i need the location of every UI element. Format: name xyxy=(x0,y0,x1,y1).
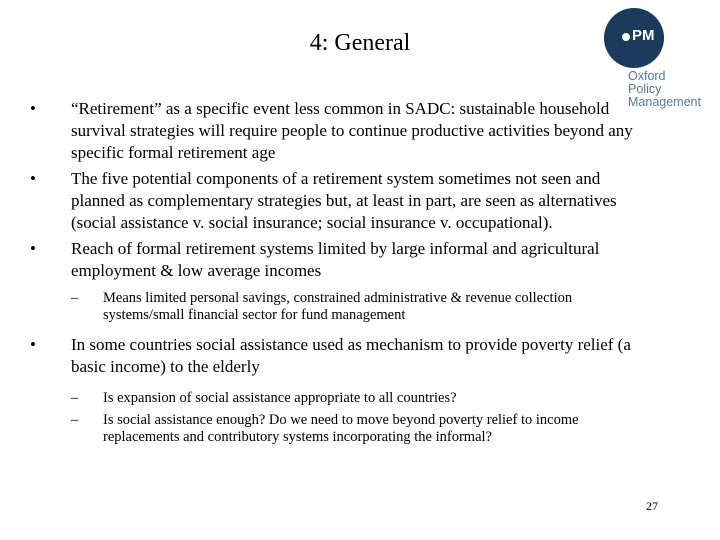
bullet-dot-icon: • xyxy=(30,335,36,354)
sub-bullet-dash-icon: – xyxy=(71,390,79,406)
sub-bullet-item xyxy=(30,412,642,446)
slide-title: 4: General xyxy=(309,30,411,56)
sub-bullet-dash-icon: – xyxy=(71,290,79,306)
bullet-dot-icon: • xyxy=(30,239,36,258)
logo-mark: PM xyxy=(632,27,655,44)
logo-line-management: Management xyxy=(628,95,701,109)
bullet-text: Reach of formal retirement systems limited by large informal and agricultural employment & low average incomes xyxy=(71,239,600,280)
bullet-dot-icon: • xyxy=(30,169,36,188)
bullet-item xyxy=(30,238,642,282)
sub-bullet-text: Is expansion of social assistance appropriate to all countries? xyxy=(103,390,457,406)
logo-line-oxford: Oxford xyxy=(628,69,666,83)
bullet-item xyxy=(30,168,642,234)
page-number: 27 xyxy=(646,499,658,513)
bullet-item xyxy=(30,98,642,164)
sub-bullet-text: Means limited personal savings, constrained administrative & revenue collection systems/small financial sector for fund management xyxy=(103,290,573,323)
bullet-dot-icon: • xyxy=(30,99,36,118)
sub-bullet-item xyxy=(30,290,642,324)
slide-body xyxy=(30,98,642,446)
bullet-text: The five potential components of a retirement system sometimes not seen and planned as complementary strategies but, at least in part, are seen as alternatives (social assistance v. social insurance; social insurance v. occupational). xyxy=(71,169,617,232)
bullet-text: “Retirement” as a specific event less common in SADC: sustainable household survival strategies will require people to continue productive activities beyond any specific formal retirement age xyxy=(71,99,633,162)
sub-bullet-text: Is social assistance enough? Do we need to move beyond poverty relief to income replacements and contributory systems incorporating the informal? xyxy=(103,412,579,445)
bullet-text: In some countries social assistance used as mechanism to provide poverty relief (a basic income) to the elderly xyxy=(71,335,631,376)
sub-bullet-item xyxy=(30,390,642,407)
sub-bullet-dash-icon: – xyxy=(71,412,79,428)
logo-line-policy: Policy xyxy=(628,82,662,96)
bullet-item xyxy=(30,334,642,378)
logo-circle xyxy=(604,8,664,68)
